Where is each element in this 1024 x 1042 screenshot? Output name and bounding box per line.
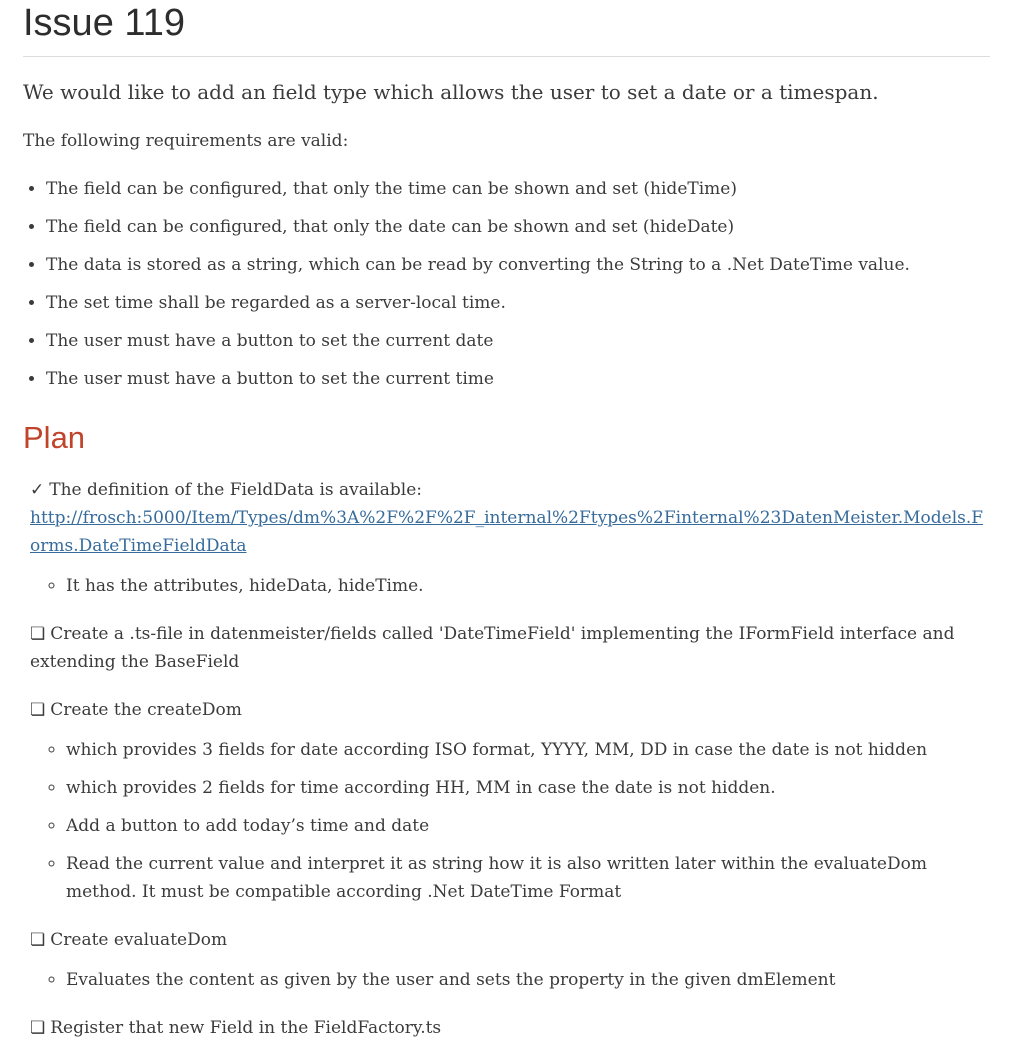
plan-sublist <box>30 966 990 994</box>
plan-sublist <box>30 572 990 600</box>
list-item: • The user must have a button to set the current date <box>46 327 990 355</box>
list-item: ◦ It has the attributes, hideData, hideTime. <box>66 572 990 600</box>
plan-item-text: Register that new Field in the FieldFactory.ts <box>50 1017 442 1038</box>
list-item: • The data is stored as a string, which can be read by converting the String to a .Net DateTime value. <box>46 251 990 279</box>
list-item: ◦ which provides 3 fields for date according ISO format, YYYY, MM, DD in case the date is not hidden <box>66 736 990 764</box>
plan-item-fielddata <box>23 476 990 560</box>
unchecked-checkbox-icon: ❏ <box>30 699 46 720</box>
list-item: ◦ which provides 2 fields for time according HH, MM in case the date is not hidden. <box>66 774 990 802</box>
page-title: Issue 119 <box>23 2 185 44</box>
list-item: • The field can be configured, that only the date can be shown and set (hideDate) <box>46 213 990 241</box>
check-icon: ✓ <box>30 479 45 500</box>
requirements-list <box>23 175 990 393</box>
plan-item-register-field <box>23 1014 990 1042</box>
list-item: ◦ Evaluates the content as given by the user and sets the property in the given dmElement <box>66 966 990 994</box>
fielddata-type-link[interactable]: http://frosch:5000/Item/Types/dm%3A%2F%2F%2F_internal%2Ftypes%2Finternal%23DatenMeister.Models.Forms.DateTimeFieldData <box>30 507 984 556</box>
unchecked-checkbox-icon: ❏ <box>30 623 46 644</box>
title-divider <box>23 56 990 57</box>
plan-item-text: Create evaluateDom <box>50 929 228 950</box>
plan-sublist <box>30 736 990 906</box>
requirements-label: The following requirements are valid: <box>23 130 349 151</box>
list-item: ◦ Read the current value and interpret it as string how it is also written later within the evaluateDom method. It must be compatible according .Net DateTime Format <box>66 850 990 906</box>
plan-item-text: Create a .ts-file in datenmeister/fields called 'DateTimeField' implementing the IFormField interface and extending the BaseField <box>30 623 955 672</box>
plan-item-evaluatedom <box>23 926 990 954</box>
list-item: • The field can be configured, that only the time can be shown and set (hideTime) <box>46 175 990 203</box>
plan-item-text: Create the createDom <box>50 699 242 720</box>
plan-item-text: The definition of the FieldData is available: <box>49 479 423 500</box>
plan-item-create-tsfile <box>23 620 990 676</box>
intro-paragraph: We would like to add an field type which allows the user to set a date or a timespan. <box>23 79 879 104</box>
list-item: ◦ Add a button to add today’s time and date <box>66 812 990 840</box>
list-item: • The user must have a button to set the current time <box>46 365 990 393</box>
unchecked-checkbox-icon: ❏ <box>30 929 46 950</box>
list-item: • The set time shall be regarded as a server-local time. <box>46 289 990 317</box>
unchecked-checkbox-icon: ❏ <box>30 1017 46 1038</box>
plan-item-createdom <box>23 696 990 724</box>
plan-heading: Plan <box>23 419 86 455</box>
